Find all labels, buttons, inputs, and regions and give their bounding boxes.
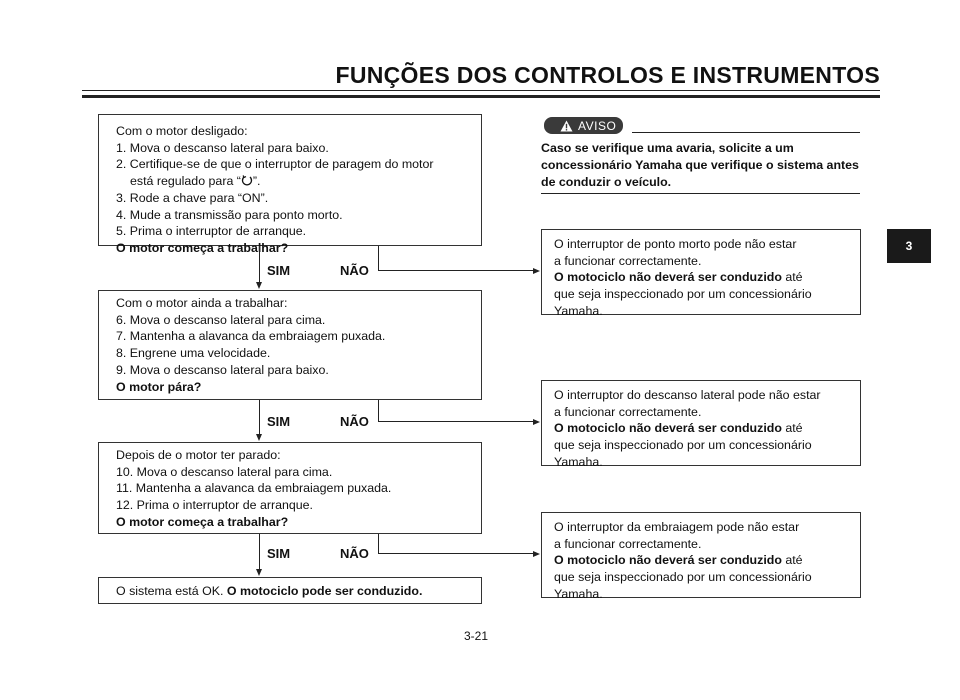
box1-line: 4. Mude a transmissão para ponto morto. xyxy=(116,207,343,222)
no-label-3: NÃO xyxy=(340,546,369,561)
box2-line: Com o motor ainda a trabalhar: xyxy=(116,296,288,310)
flow-arrow-no-1 xyxy=(533,268,540,274)
flow-line-yes-1 xyxy=(259,246,260,282)
step-box-2 xyxy=(98,290,482,400)
box1-line: 2. Certifique-se de que o interruptor de paragem do motor xyxy=(116,157,434,172)
result-box-neutral-switch xyxy=(541,229,861,318)
flow-arrow-yes-1 xyxy=(256,282,262,289)
result2-line: a funcionar correctamente. xyxy=(554,404,702,419)
result3-line: que seja inspeccionado por um concessionário xyxy=(554,570,812,585)
box3-line: 10. Mova o descanso lateral para cima. xyxy=(116,464,333,479)
result3-line: Yamaha. xyxy=(554,586,603,601)
section-tab: 3 xyxy=(887,229,931,263)
result-ok-box xyxy=(98,577,482,604)
box2-line: 6. Mova o descanso lateral para cima. xyxy=(116,312,326,327)
result1-line: O interruptor de ponto morto pode não estar xyxy=(554,237,797,251)
yes-label-1: SIM xyxy=(267,263,291,278)
step-box-3 xyxy=(98,442,482,534)
result1-after: até xyxy=(781,270,803,285)
box3-line: 11. Mantenha a alavanca da embraiagem puxada. xyxy=(116,481,392,496)
result2-line: que seja inspeccionado por um concessionário xyxy=(554,438,812,453)
flow-line-no-3 xyxy=(378,534,379,554)
box3-line: Depois de o motor ter parado: xyxy=(116,448,281,462)
result-box-sidestand-switch xyxy=(541,380,861,469)
result2-line: Yamaha. xyxy=(554,454,603,469)
ok-bold-text: O motociclo pode ser conduzido. xyxy=(226,584,423,598)
flow-line-no-3-h xyxy=(378,553,533,554)
flow-line-no-2 xyxy=(378,400,379,422)
flow-line-no-1 xyxy=(378,246,379,271)
result3-line: O interruptor da embraiagem pode não estar xyxy=(554,520,800,534)
result1-line: a funcionar correctamente. xyxy=(554,253,702,268)
warning-rule-bottom xyxy=(541,193,860,194)
warning-text: Caso se verifique uma avaria, solicite a um concessionário Yamaha que verifique o sistema antes de conduzir o veículo. xyxy=(541,141,859,189)
flow-line-yes-3 xyxy=(259,534,260,569)
box1-line: está regulado para “ ”. xyxy=(130,174,261,189)
box1-question: O motor começa a trabalhar? xyxy=(116,240,289,255)
step-box-1 xyxy=(98,114,482,255)
page-title: FUNÇÕES DOS CONTROLOS E INSTRUMENTOS xyxy=(335,62,880,88)
box3-question: O motor começa a trabalhar? xyxy=(116,514,289,529)
result3-bold: O motociclo não deverá ser conduzido xyxy=(554,553,782,568)
flow-arrow-yes-2 xyxy=(256,434,262,441)
no-label-1: NÃO xyxy=(340,263,369,278)
result3-line: a funcionar correctamente. xyxy=(554,536,702,551)
flow-arrow-no-3 xyxy=(533,551,540,557)
warning-rule-top xyxy=(632,132,860,133)
engine-run-symbol-icon xyxy=(241,174,253,186)
warning-badge xyxy=(544,117,623,134)
box2-line: 7. Mantenha a alavanca da embraiagem puxada. xyxy=(116,329,386,344)
box1-line: 5. Prima o interruptor de arranque. xyxy=(116,224,307,239)
box1-line: 3. Rode a chave para “ON”. xyxy=(116,190,269,205)
result1-line: que seja inspeccionado por um concessionário xyxy=(554,287,812,302)
no-label-2: NÃO xyxy=(340,414,369,429)
box2-line: 9. Mova o descanso lateral para baixo. xyxy=(116,362,329,377)
box3-line: 12. Prima o interruptor de arranque. xyxy=(116,498,313,513)
flow-line-yes-2 xyxy=(259,400,260,434)
flow-arrow-no-2 xyxy=(533,419,540,425)
header-rule-thick xyxy=(82,95,880,98)
page-number: 3-21 xyxy=(464,629,489,643)
box1-line: 1. Mova o descanso lateral para baixo. xyxy=(116,140,329,155)
box2-question: O motor pára? xyxy=(116,379,202,394)
header-rule-thin xyxy=(82,90,880,91)
flow-arrow-yes-3 xyxy=(256,569,262,576)
result1-bold: O motociclo não deverá ser conduzido xyxy=(554,270,782,285)
result-box-clutch-switch xyxy=(541,512,861,601)
warning-triangle-icon xyxy=(560,120,573,132)
flow-line-no-1-h xyxy=(378,270,533,271)
result2-bold: O motociclo não deverá ser conduzido xyxy=(554,421,782,436)
result2-line: O interruptor do descanso lateral pode não estar xyxy=(554,388,821,402)
result1-line: Yamaha. xyxy=(554,303,603,318)
box2-line: 8. Engrene uma velocidade. xyxy=(116,346,271,361)
warning-badge-label: AVISO xyxy=(578,118,617,133)
result3-after: até xyxy=(781,553,803,568)
yes-label-3: SIM xyxy=(267,546,291,561)
box1-line: Com o motor desligado: xyxy=(116,124,248,138)
ok-text: O sistema está OK. xyxy=(116,584,227,598)
yes-label-2: SIM xyxy=(267,414,291,429)
flow-line-no-2-h xyxy=(378,421,533,422)
result2-after: até xyxy=(781,421,803,436)
